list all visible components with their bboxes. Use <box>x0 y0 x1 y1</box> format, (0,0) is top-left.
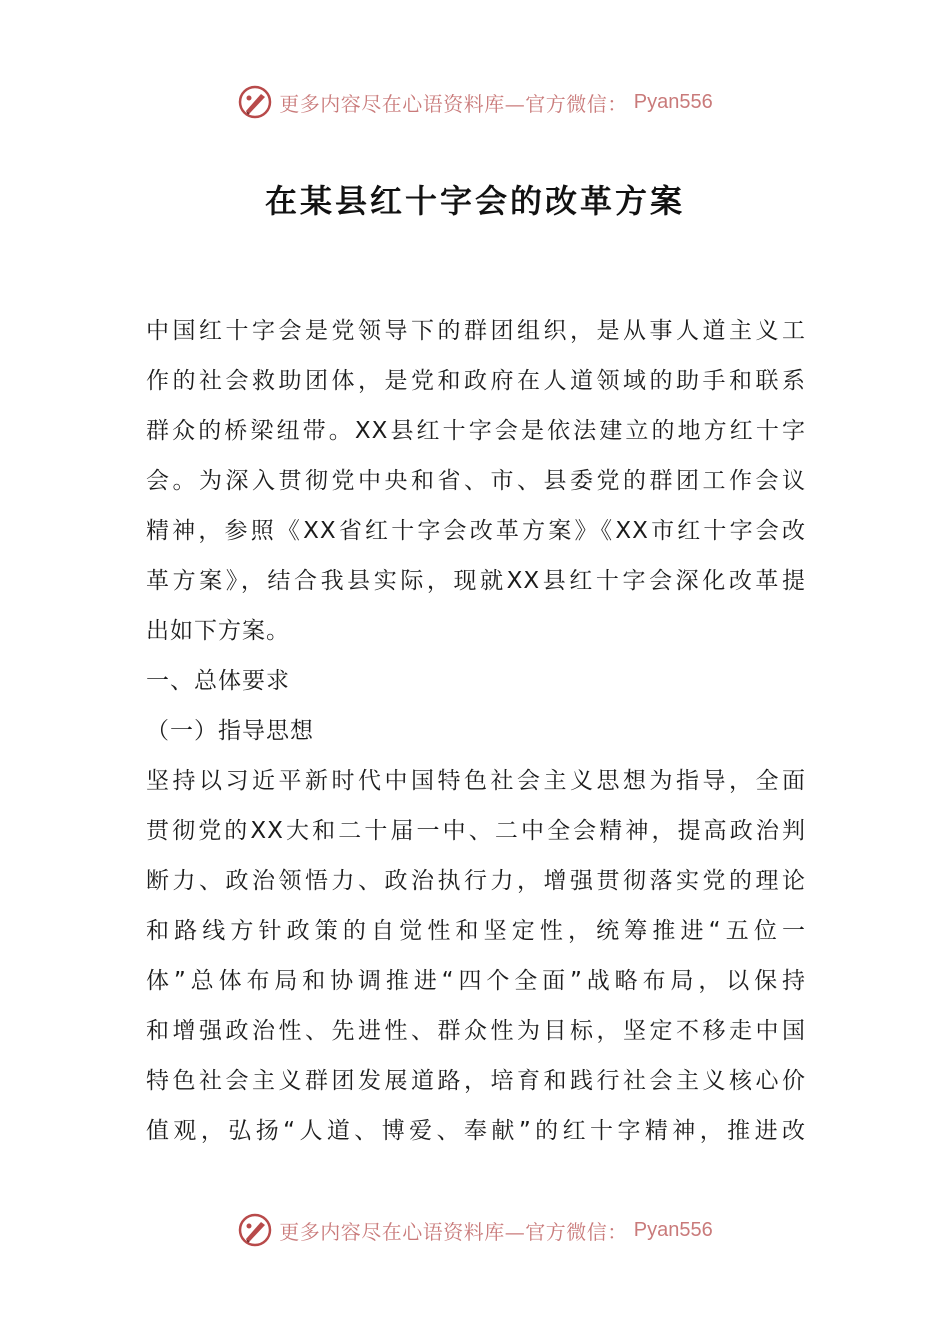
banner-wechat-id: Pyan556 <box>633 90 713 113</box>
body-line: 体”总体布局和协调推进“四个全面”战略布局，以保持 <box>146 968 806 994</box>
pen-logo-icon <box>237 84 273 120</box>
banner-text: 更多内容尽在心语资料库—官方微信： <box>279 1219 628 1244</box>
header-banner <box>0 82 950 122</box>
body-line: 和增强政治性、先进性、群众性为目标，坚定不移走中国 <box>146 1018 806 1044</box>
body-line: 中国红十字会是党领导下的群团组织，是从事人道主义工 <box>146 318 806 344</box>
banner-wechat-id: Pyan556 <box>633 1218 713 1241</box>
section-heading: 一、总体要求 <box>146 668 290 694</box>
subsection-heading: （一）指导思想 <box>146 718 314 744</box>
body-line: 坚持以习近平新时代中国特色社会主义思想为指导，全面 <box>146 768 806 794</box>
body-line: 作的社会救助团体，是党和政府在人道领域的助手和联系 <box>146 368 806 394</box>
body-line: 革方案》，结合我县实际，现就XX县红十字会深化改革提 <box>146 568 806 594</box>
document-body <box>146 306 806 1156</box>
document-title: 在某县红十字会的改革方案 <box>264 182 685 220</box>
body-line: 会。为深入贯彻党中央和省、市、县委党的群团工作会议 <box>146 468 806 494</box>
banner-text: 更多内容尽在心语资料库—官方微信： <box>279 91 628 116</box>
pen-logo-icon <box>237 1212 273 1248</box>
body-line: 和路线方针政策的自觉性和坚定性，统筹推进“五位一 <box>146 918 806 944</box>
body-line: 值观，弘扬“人道、博爱、奉献”的红十字精神，推进改 <box>146 1118 806 1144</box>
footer-banner <box>0 1210 950 1250</box>
body-line: 群众的桥梁纽带。XX县红十字会是依法建立的地方红十字 <box>146 418 806 444</box>
body-line: 贯彻党的XX大和二十届一中、二中全会精神，提高政治判 <box>146 818 806 844</box>
body-line: 精神，参照《XX省红十字会改革方案》《XX市红十字会改 <box>146 518 806 544</box>
body-line: 出如下方案。 <box>146 618 290 644</box>
body-line: 特色社会主义群团发展道路，培育和践行社会主义核心价 <box>146 1068 806 1094</box>
body-line: 断力、政治领悟力、政治执行力，增强贯彻落实党的理论 <box>146 868 806 894</box>
